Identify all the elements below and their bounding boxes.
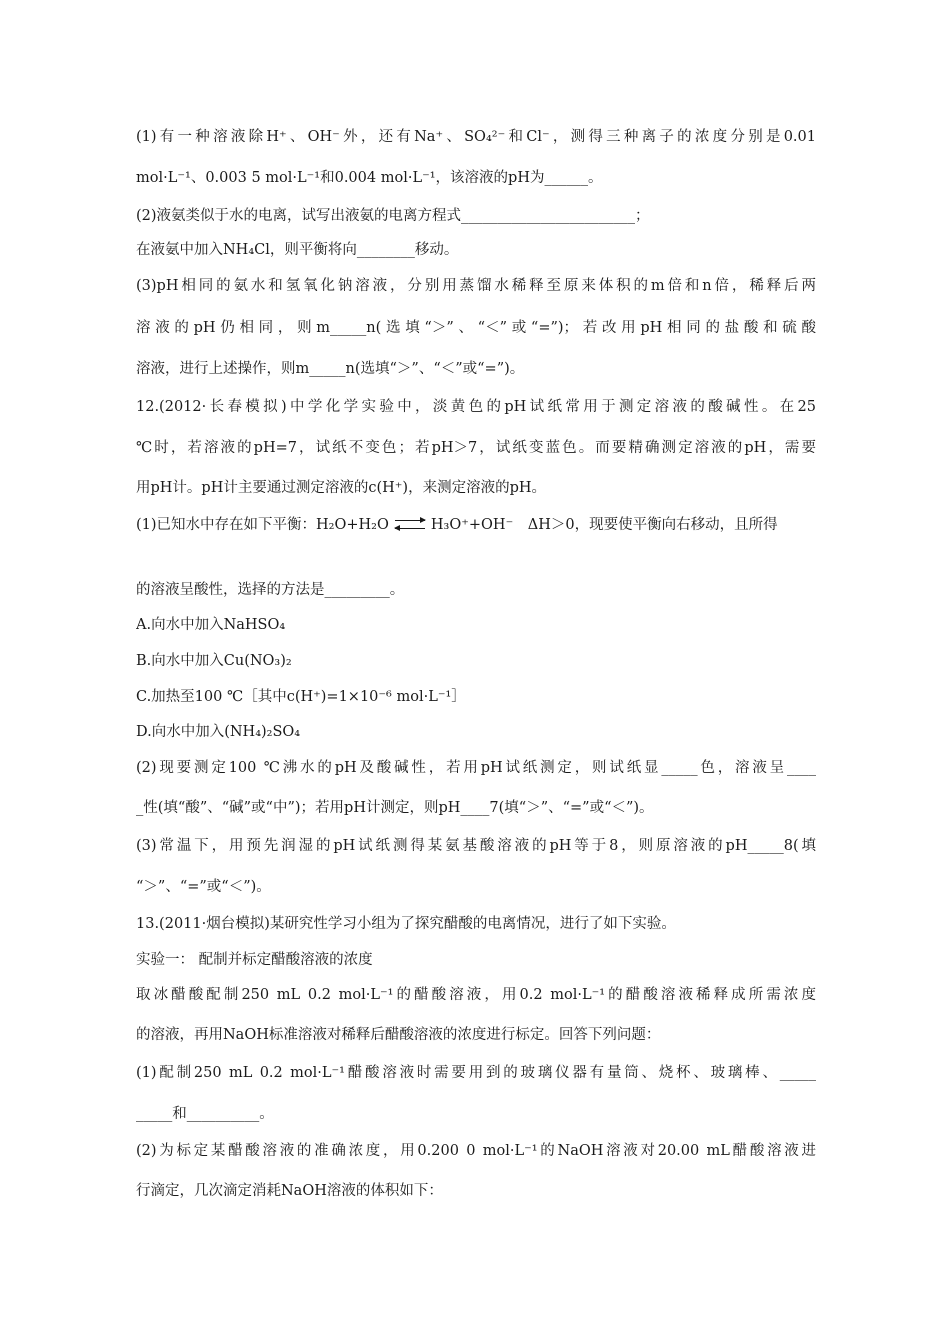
option-a: A.向水中加入NaHSO₄ bbox=[136, 617, 286, 633]
text-line-20: 13.(2011·烟台模拟)某研究性学习小组为了探究醋酸的电离情况，进行了如下实验。 bbox=[136, 916, 676, 932]
text-line-7: 溶液，进行上述操作，则m_____n(选填“＞”、“＜”或“=”)。 bbox=[136, 361, 525, 377]
text-line-27: 行滴定，几次滴定消耗NaOH溶液的体积如下： bbox=[136, 1183, 443, 1199]
text-line-16: (2)现要测定100 ℃沸水的pH及酸碱性，若用pH试纸测定，则试纸显_____色，溶液呈____ bbox=[136, 760, 816, 776]
text-line-3: (2)液氨类似于水的电离，试写出液氨的电离方程式________________________； bbox=[136, 208, 650, 224]
text-line-18: (3)常温下，用预先润湿的pH试纸测得某氨基酸溶液的pH等于8，则原溶液的pH_____8(填 bbox=[136, 838, 816, 854]
text-line-10: 用pH计。pH计主要通过测定溶液的c(H⁺)，来测定溶液的pH。 bbox=[136, 480, 547, 496]
text-line-2: mol·L⁻¹、0.003 5 mol·L⁻¹和0.004 mol·L⁻¹，该溶液的pH为______。 bbox=[136, 170, 603, 186]
text-line-9: ℃时，若溶液的pH=7，试纸不变色；若pH＞7，试纸变蓝色。而要精确测定溶液的pH，需要 bbox=[136, 440, 816, 456]
text-line-19: “＞”、“=”或“＜”)。 bbox=[136, 879, 271, 895]
equation-right: H₃O⁺+OH⁻ ΔH＞0，现要使平衡向右移动，且所得 bbox=[430, 517, 778, 533]
text-line-26: (2)为标定某醋酸溶液的准确浓度，用0.200 0 mol·L⁻¹的NaOH溶液对20.00 mL醋酸溶液进 bbox=[136, 1143, 816, 1159]
text-line-25: _____和__________。 bbox=[136, 1106, 274, 1122]
text-line-5: (3)pH相同的氨水和氢氧化钠溶液，分别用蒸馏水稀释至原来体积的m倍和n倍，稀释后两 bbox=[136, 278, 816, 294]
option-d: D.向水中加入(NH₄)₂SO₄ bbox=[136, 724, 301, 740]
text-line-1: (1)有一种溶液除H⁺、OH⁻外，还有Na⁺、SO₄²⁻和Cl⁻，测得三种离子的浓度分别是0.01 bbox=[136, 129, 816, 145]
text-line-23: 的溶液，再用NaOH标准溶液对稀释后醋酸溶液的浓度进行标定。回答下列问题： bbox=[136, 1027, 661, 1043]
equation-line bbox=[136, 515, 816, 535]
text-line-8: 12.(2012·长春模拟)中学化学实验中，淡黄色的pH试纸常用于测定溶液的酸碱性。在25 bbox=[136, 399, 816, 415]
equation-left: (1)已知水中存在如下平衡：H₂O+H₂O bbox=[136, 517, 389, 533]
text-line-22: 取冰醋酸配制250 mL 0.2 mol·L⁻¹的醋酸溶液，用0.2 mol·L⁻¹的醋酸溶液稀释成所需浓度 bbox=[136, 987, 816, 1003]
text-line-17: _性(填“酸”、“碱”或“中”)；若用pH计测定，则pH____7(填“＞”、“=”或“＜”)。 bbox=[136, 800, 654, 816]
text-line-24: (1)配制250 mL 0.2 mol·L⁻¹醋酸溶液时需要用到的玻璃仪器有量筒、烧杯、玻璃棒、_____ bbox=[136, 1065, 816, 1081]
text-line-11: 的溶液呈酸性，选择的方法是_________。 bbox=[136, 582, 405, 598]
text-line-4: 在液氨中加入NH₄Cl，则平衡将向________移动。 bbox=[136, 242, 459, 258]
text-line-6: 溶液的pH仍相同，则m_____n(选填“＞”、“＜”或“=”)；若改用pH相同的盐酸和硫酸 bbox=[136, 320, 816, 336]
option-c: C.加热至100 ℃［其中c(H⁺)=1×10⁻⁶ mol·L⁻¹］ bbox=[136, 689, 466, 705]
text-line-21: 实验一： 配制并标定醋酸溶液的浓度 bbox=[136, 952, 373, 968]
equilibrium-arrow-icon bbox=[393, 515, 427, 535]
option-b: B.向水中加入Cu(NO₃)₂ bbox=[136, 653, 292, 669]
